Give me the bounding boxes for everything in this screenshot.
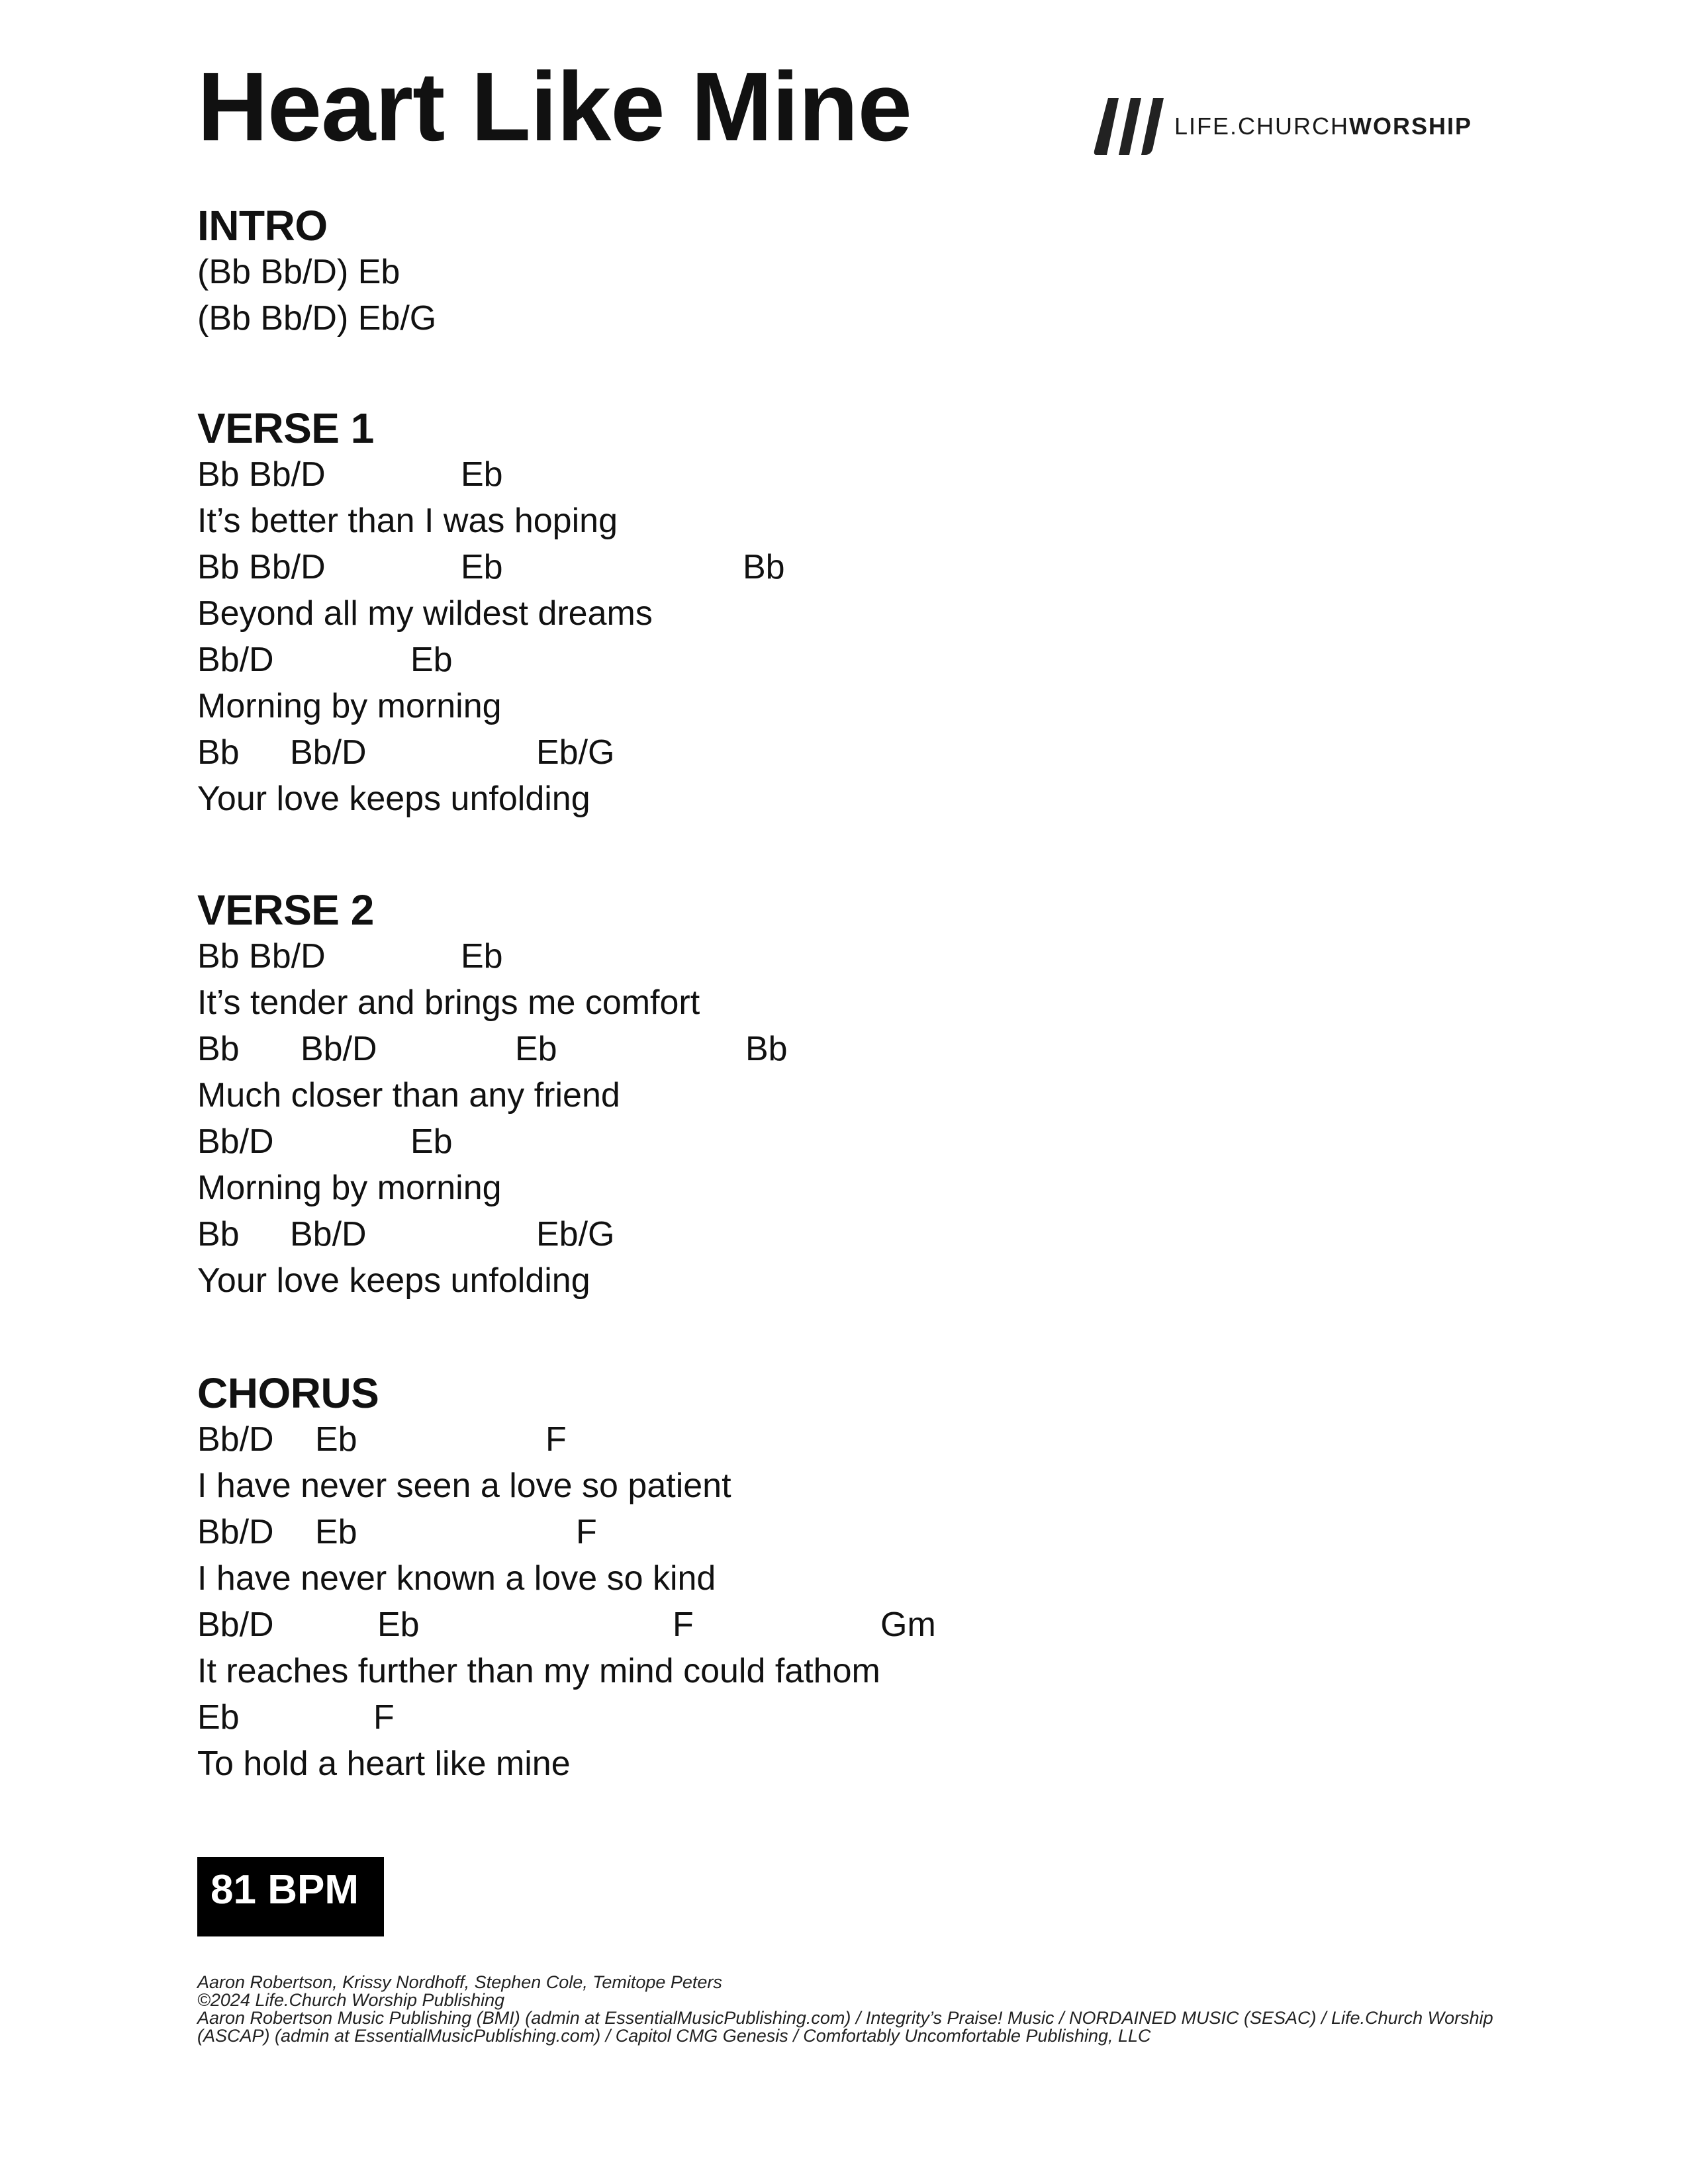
section-heading: INTRO xyxy=(197,202,328,250)
lyric-line xyxy=(197,1257,590,1304)
chord: Bb Bb/D xyxy=(197,455,326,494)
lyric: To hold a heart like mine xyxy=(197,1745,571,1783)
chord-line xyxy=(197,544,785,590)
chord: Bb Bb/D xyxy=(197,548,326,586)
lyric-line xyxy=(197,498,618,544)
chord: Bb xyxy=(197,733,240,772)
lyric: It’s better than I was hoping xyxy=(197,502,618,540)
section-heading: VERSE 2 xyxy=(197,886,374,934)
lyric-line xyxy=(197,1463,731,1509)
logo-text-light: LIFE.CHURCH xyxy=(1174,113,1350,140)
lyric-line xyxy=(197,979,700,1026)
lyric: I have never seen a love so patient xyxy=(197,1467,731,1505)
chord: Bb/D xyxy=(290,1215,367,1253)
chord-line xyxy=(197,1026,788,1072)
chord: Bb xyxy=(743,548,785,586)
life-church-worship-logo xyxy=(1094,98,1472,155)
chord: Bb/D xyxy=(197,1122,274,1161)
lyric: It reaches further than my mind could fathom xyxy=(197,1652,880,1690)
chord-line xyxy=(197,249,400,295)
chord: Bb/D xyxy=(197,641,274,679)
chord: Eb xyxy=(315,1513,357,1551)
lyric-line xyxy=(197,1741,571,1787)
chord-line xyxy=(197,1509,597,1555)
chord: Bb/D xyxy=(197,1606,274,1644)
lyric: Your love keeps unfolding xyxy=(197,1261,590,1300)
lyric-line xyxy=(197,590,653,637)
lyric-line xyxy=(197,683,502,729)
life-church-flame-icon xyxy=(1094,98,1165,155)
bpm-badge: 81 BPM xyxy=(197,1857,384,1936)
chord-line xyxy=(197,1118,453,1165)
section-chorus xyxy=(197,1369,936,1787)
chord: Eb xyxy=(410,1122,453,1161)
section-intro xyxy=(197,202,437,341)
lyric: It’s tender and brings me comfort xyxy=(197,983,700,1022)
chord: Bb Bb/D xyxy=(197,937,326,976)
chord: Eb/G xyxy=(536,733,615,772)
chord: Eb xyxy=(515,1030,557,1068)
chord-line xyxy=(197,1694,395,1741)
chord-line xyxy=(197,933,503,979)
logo-wordmark xyxy=(1174,113,1472,140)
chord: F xyxy=(545,1420,567,1459)
lyric-line xyxy=(197,1555,716,1602)
chord: Gm xyxy=(880,1606,936,1644)
chord-line xyxy=(197,451,503,498)
lyric-line xyxy=(197,1165,502,1211)
chord: Eb xyxy=(377,1606,420,1644)
chord: Bb/D xyxy=(301,1030,377,1068)
chord-line xyxy=(197,1211,615,1257)
chord: Bb xyxy=(745,1030,788,1068)
chord: F xyxy=(673,1606,694,1644)
section-heading: CHORUS xyxy=(197,1369,379,1417)
chord: Eb xyxy=(315,1420,357,1459)
chord: F xyxy=(576,1513,597,1551)
lyric: Much closer than any friend xyxy=(197,1076,620,1115)
credits xyxy=(197,1974,1495,2045)
chord-line xyxy=(197,295,437,341)
chord: Eb xyxy=(410,641,453,679)
credits-writers: Aaron Robertson, Krissy Nordhoff, Stephen Cole, Temitope Peters xyxy=(197,1972,722,1992)
chord: Eb/G xyxy=(536,1215,615,1253)
lyric-line xyxy=(197,1072,620,1118)
chord: Bb/D xyxy=(290,733,367,772)
chord: Bb xyxy=(197,1030,240,1068)
chord: (Bb Bb/D) Eb/G xyxy=(197,299,437,338)
chord-line xyxy=(197,1602,936,1648)
chord: Bb xyxy=(197,1215,240,1253)
logo-text-bold: WORSHIP xyxy=(1349,113,1473,140)
song-title: Heart Like Mine xyxy=(197,52,912,161)
lyric: I have never known a love so kind xyxy=(197,1559,716,1598)
chord: Bb/D xyxy=(197,1513,274,1551)
chord-line xyxy=(197,1416,567,1463)
section-verse-2 xyxy=(197,886,788,1304)
lyric: Morning by morning xyxy=(197,687,502,725)
chord: (Bb Bb/D) Eb xyxy=(197,253,400,291)
chord: Eb xyxy=(461,455,503,494)
credits-copyright: ©2024 Life.Church Worship Publishing xyxy=(197,1990,505,2010)
section-verse-1 xyxy=(197,404,785,822)
chord: Eb xyxy=(461,937,503,976)
lyric: Your love keeps unfolding xyxy=(197,780,590,818)
lyric-line xyxy=(197,776,590,822)
lyric: Morning by morning xyxy=(197,1169,502,1207)
lyric: Beyond all my wildest dreams xyxy=(197,594,653,633)
chord: Eb xyxy=(197,1698,240,1737)
chord: F xyxy=(373,1698,395,1737)
section-heading: VERSE 1 xyxy=(197,404,374,452)
chord: Bb/D xyxy=(197,1420,274,1459)
chord: Eb xyxy=(461,548,503,586)
lyric-line xyxy=(197,1648,880,1694)
chord-line xyxy=(197,637,453,683)
chord-line xyxy=(197,729,615,776)
credits-publishing: Aaron Robertson Music Publishing (BMI) (admin at EssentialMusicPublishing.com) / Integrity’s Praise! Music / NORDAINED MUSIC (SESAC) / Life.Church Worship (ASCAP) (admin at EssentialMusicPublishing.com) / Capitol CMG Genesis / Comfortably Uncomfortable Publishing, LLC xyxy=(197,2008,1493,2046)
